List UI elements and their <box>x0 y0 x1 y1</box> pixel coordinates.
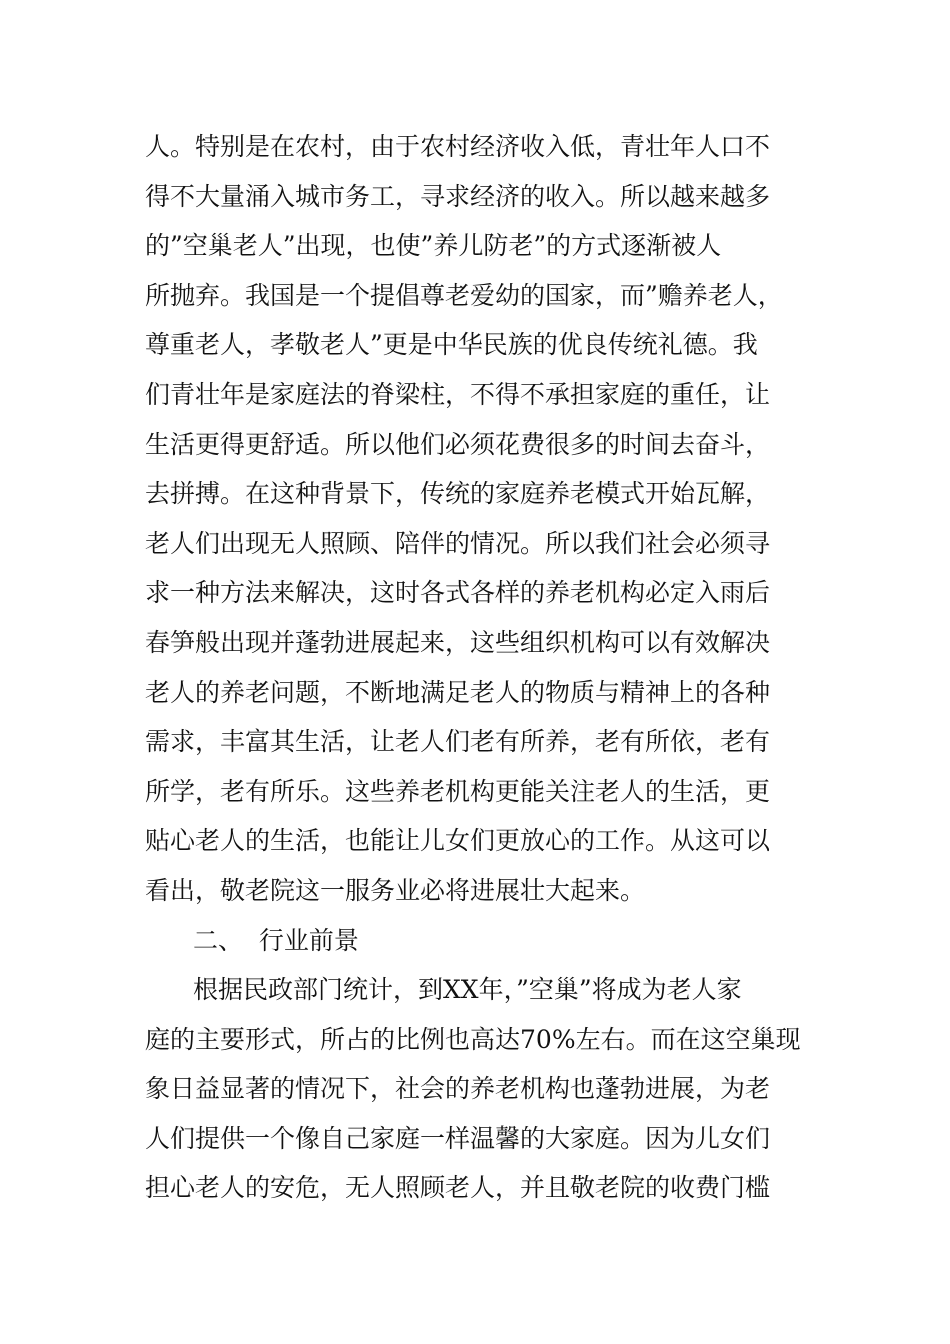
text-line: 担心老人的安危，无人照顾老人，并且敬老院的收费门槛 <box>145 1173 771 1203</box>
text-line: 生活更得更舒适。所以他们必须花费很多的时间去奋斗， <box>145 429 771 459</box>
text-line: 去拼搏。在这种背景下，传统的家庭养老模式开始瓦解， <box>145 479 771 509</box>
text-line: 尊重老人，孝敬老人”更是中华民族的优良传统礼德。我 <box>145 330 758 360</box>
text-line: 人。特别是在农村，由于农村经济收入低，青壮年人口不 <box>145 132 771 161</box>
section-heading: 二、 行业前景 <box>193 925 359 955</box>
text-line: 老人的养老问题，不断地满足老人的物质与精神上的各种 <box>145 677 771 707</box>
text-line: 春笋般出现并蓬勃进展起来，这些组织机构可以有效解决 <box>145 627 771 657</box>
text-line: 求一种方法来解决，这时各式各样的养老机构必定入雨后 <box>145 578 771 608</box>
text-line: 象日益显著的情况下，社会的养老机构也蓬勃进展，为老 <box>145 1074 771 1104</box>
text-line: 所抛弃。我国是一个提倡尊老爱幼的国家，而”赡养老人， <box>145 280 783 310</box>
text-line: 看出，敬老院这一服务业必将进展壮大起来。 <box>145 875 646 905</box>
text-line: 们青壮年是家庭法的脊梁柱，不得不承担家庭的重任，让 <box>145 379 771 409</box>
text-line: 贴心老人的生活，也能让儿女们更放心的工作。从这可以 <box>145 826 771 856</box>
text-line: 老人们出现无人照顾、陪伴的情况。所以我们社会必须寻 <box>145 528 771 558</box>
text-line: 需求，丰富其生活，让老人们老有所养，老有所依，老有 <box>145 727 771 757</box>
text-line: 庭的主要形式，所占的比例也高达70%左右。而在这空巢现 <box>145 1024 801 1054</box>
body-text <box>145 122 815 1213</box>
text-line: 人们提供一个像自己家庭一样温馨的大家庭。因为儿女们 <box>145 1123 771 1153</box>
text-line: 得不大量涌入城市务工，寻求经济的收入。所以越来越多 <box>145 181 771 211</box>
text-line: 所学，老有所乐。这些养老机构更能关注老人的生活，更 <box>145 776 771 806</box>
text-line: 的”空巢老人”出现，也使”养儿防老”的方式逐渐被人 <box>145 231 722 261</box>
paragraph-first-line: 根据民政部门统计，到XX年，”空巢”将成为老人家 <box>193 975 742 1005</box>
